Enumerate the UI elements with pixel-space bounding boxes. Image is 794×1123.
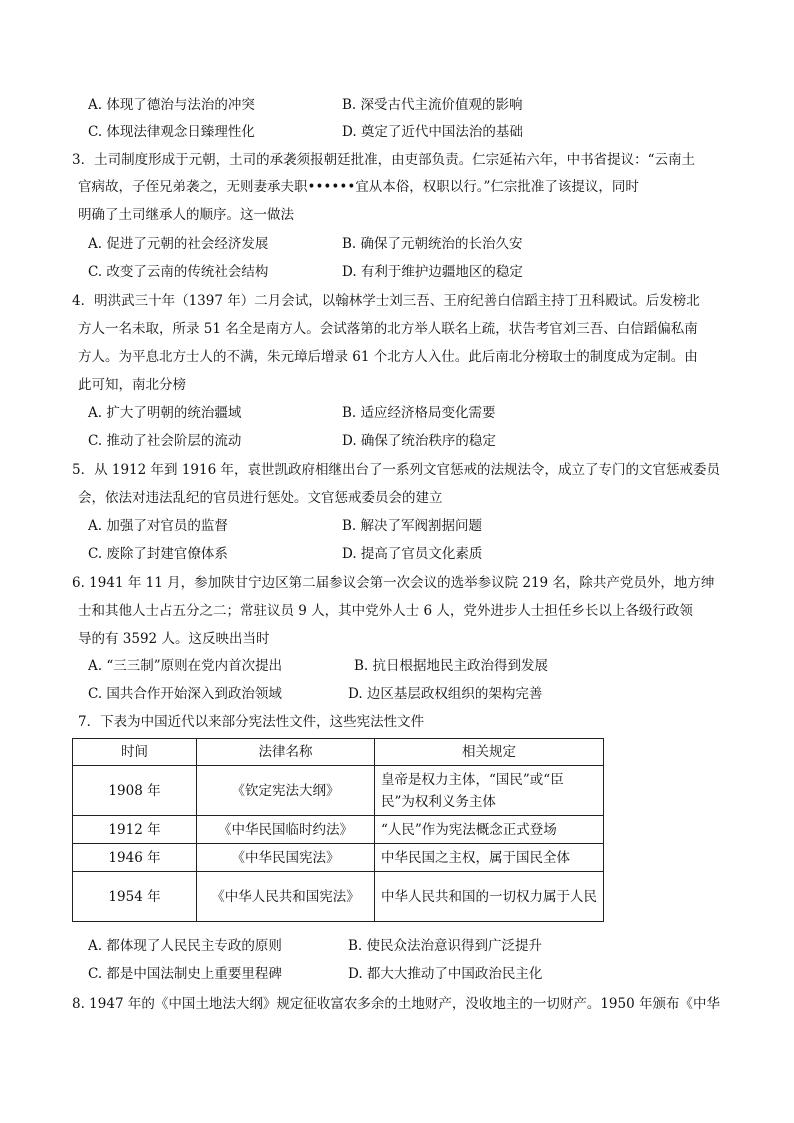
q4-option-a: A. 扩大了明朝的统治疆域 — [88, 405, 242, 421]
q3-option-a: A. 促进了元朝的社会经济发展 — [88, 236, 269, 252]
cell-law-name: 《钦定宪法大纲》 — [197, 766, 375, 816]
q7-option-d: D. 都大大推动了中国政治民主化 — [348, 966, 543, 982]
q3-stem-line: 3．土司制度形成于元朝，土司的承袭须报朝廷批准，由吏部负责。仁宗延祐六年，中书省提议：“云南土 — [72, 152, 695, 168]
column-header-provisions: 相关规定 — [375, 739, 604, 766]
q7-stem: 7．下表为中国近代以来部分宪法性文件，这些宪法性文件 — [78, 714, 425, 730]
table-header-row — [73, 739, 604, 766]
q3-stem-line: 官病故，子侄兄弟袭之，无则妻承夫职••••••宜从本俗，权职以行。”仁宗批准了该提议，同时 — [78, 179, 639, 195]
table-row — [73, 816, 604, 844]
cell-provisions: 中华民国之主权，属于国民全体 — [375, 844, 604, 872]
cell-provisions: 中华人民共和国的一切权力属于人民 — [375, 872, 604, 922]
q7-option-c: C. 都是中国法制史上重要里程碑 — [88, 966, 282, 982]
cell-time: 1954 年 — [73, 872, 197, 922]
q3-option-c: C. 改变了云南的传统社会结构 — [88, 264, 269, 280]
table-row — [73, 766, 604, 816]
column-header-time: 时间 — [73, 739, 197, 766]
column-header-law-name: 法律名称 — [197, 739, 375, 766]
q5-stem-line: 会，依法对违法乱纪的官员进行惩处。文官惩戒委员会的建立 — [78, 490, 443, 506]
q3-option-b: B. 确保了元朝统治的长治久安 — [342, 236, 523, 252]
q6-stem-line: 6. 1941 年 11 月，参加陕甘宁边区第二届参议会第一次会议的选举参议院 219 名，除共产党员外，地方绅 — [72, 575, 715, 591]
cell-law-name: 《中华民国宪法》 — [197, 844, 375, 872]
table-row — [73, 872, 604, 922]
q6-option-a: A. “三三制”原则在党内首次提出 — [88, 658, 283, 674]
q5-stem-line: 5．从 1912 年到 1916 年，袁世凯政府相继出台了一系列文官惩戒的法规法令，成立了专门的文官惩戒委员 — [72, 462, 720, 478]
q4-stem-line: 方人。为平息北方士人的不满，朱元璋后增录 61 个北方人入仕。此后南北分榜取士的制度成为定制。由 — [78, 349, 698, 365]
q5-option-a: A. 加强了对官员的监督 — [88, 518, 228, 534]
q4-stem-line: 方人一名未取，所录 51 名全是南方人。会试落第的北方举人联名上疏，状告考官刘三吾、白信蹈偏私南 — [78, 321, 698, 337]
q6-option-d: D. 边区基层政权组织的架构完善 — [348, 686, 543, 702]
cell-time: 1946 年 — [73, 844, 197, 872]
table-row — [73, 844, 604, 872]
cell-law-name: 《中华人民共和国宪法》 — [197, 872, 375, 922]
q4-option-b: B. 适应经济格局变化需要 — [342, 405, 496, 421]
q2-option-b: B. 深受古代主流价值观的影响 — [342, 97, 523, 113]
q2-option-c: C. 体现法律观念日臻理性化 — [88, 124, 255, 140]
q3-option-d: D. 有利于维护边疆地区的稳定 — [342, 264, 523, 280]
q5-option-c: C. 废除了封建官僚体系 — [88, 546, 228, 562]
q6-option-c: C. 国共合作开始深入到政治领域 — [88, 686, 282, 702]
cell-law-name: 《中华民国临时约法》 — [197, 816, 375, 844]
q5-option-d: D. 提高了官员文化素质 — [342, 546, 483, 562]
q6-stem-line: 士和其他人士占五分之二；常驻议员 9 人，其中党外人士 6 人，党外进步人士担任乡长以上各级行政领 — [78, 603, 693, 619]
q6-stem-line: 导的有 3592 人。这反映出当时 — [78, 631, 270, 647]
cell-provisions: 皇帝是权力主体，“国民”或“臣民”为权利义务主体 — [375, 766, 604, 816]
q3-stem-line: 明确了土司继承人的顺序。这一做法 — [78, 207, 294, 223]
q4-stem-line: 4．明洪武三十年（1397 年）二月会试，以翰林学士刘三吾、王府纪善白信蹈主持丁丑科殿试。后发榜北 — [72, 293, 700, 309]
q4-stem-line: 此可知，南北分榜 — [78, 377, 186, 393]
q8-stem-line: 8. 1947 年的《中国土地法大纲》规定征收富农多余的土地财产，没收地主的一切财产。1950 年颁布《中华 — [72, 996, 720, 1012]
q2-option-d: D. 奠定了近代中国法治的基础 — [342, 124, 523, 140]
q7-option-a: A. 都体现了人民民主专政的原则 — [88, 938, 282, 954]
q6-option-b: B. 抗日根据地民主政治得到发展 — [354, 658, 549, 674]
cell-provisions: “人民”作为宪法概念正式登场 — [375, 816, 604, 844]
cell-time: 1912 年 — [73, 816, 197, 844]
q5-option-b: B. 解决了军阀割据问题 — [342, 518, 483, 534]
q2-option-a: A. 体现了德治与法治的冲突 — [88, 97, 255, 113]
q7-option-b: B. 使民众法治意识得到广泛提升 — [348, 938, 543, 954]
constitution-table — [72, 738, 604, 922]
q4-option-d: D. 确保了统治秩序的稳定 — [342, 433, 496, 449]
q4-option-c: C. 推动了社会阶层的流动 — [88, 433, 242, 449]
cell-time: 1908 年 — [73, 766, 197, 816]
